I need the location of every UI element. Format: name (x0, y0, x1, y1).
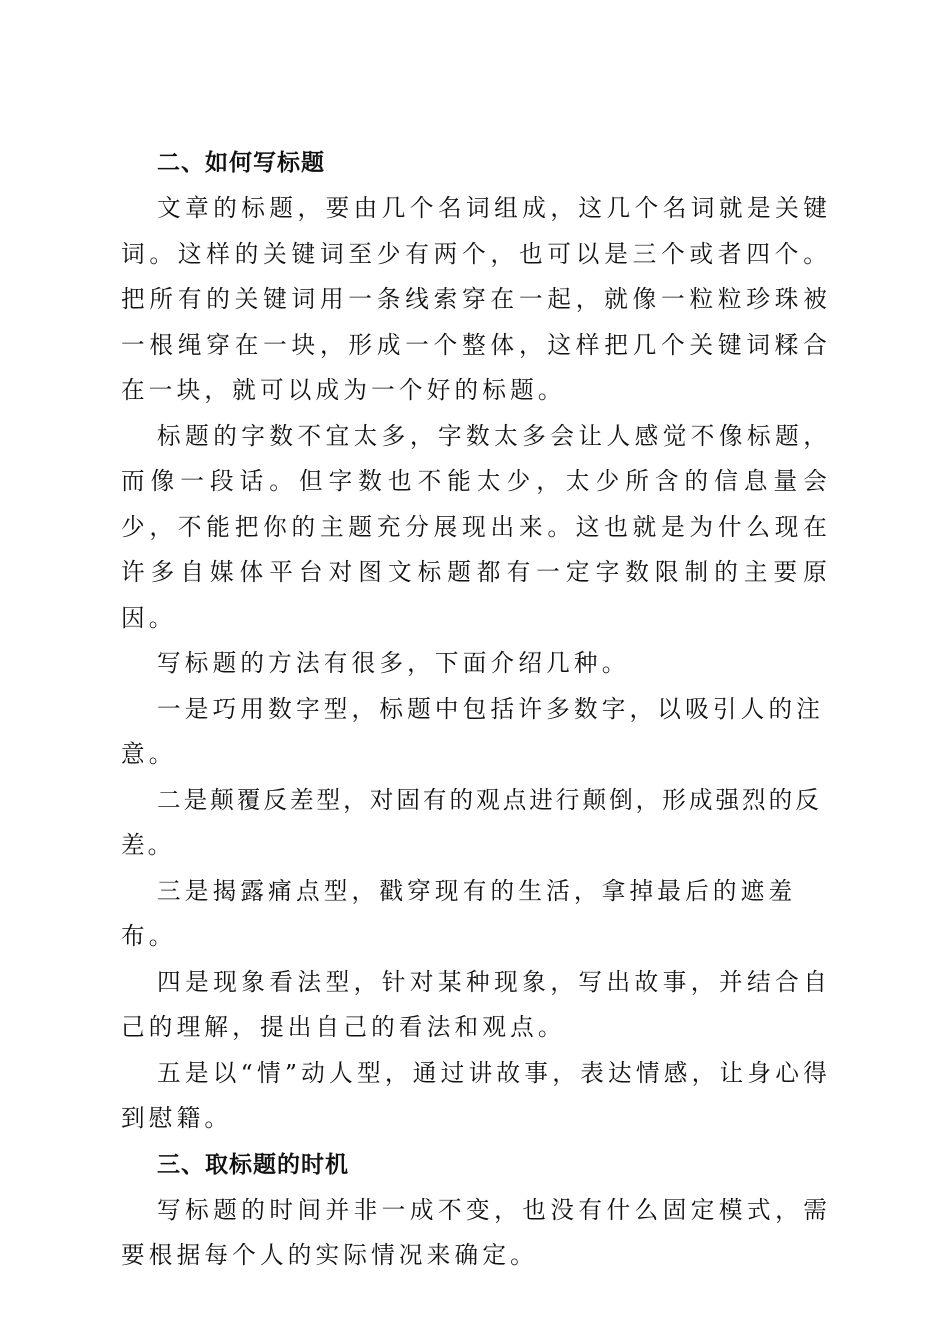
paragraph-title-timing: 写标题的时间并非一成不变，也没有什么固定模式，需要根据每个人的实际情况来确定。 (121, 1195, 831, 1269)
method-item-4: 四是现象看法型，针对某种现象，写出故事，并结合自己的理解，提出自己的看法和观点。 (121, 967, 831, 1041)
section-heading-how-to-write-title: 二、如何写标题 (157, 150, 325, 176)
document-page (121, 140, 831, 1279)
method-item-3: 三是揭露痛点型，戳穿现有的生活，拿掉最后的遮羞布。 (121, 876, 797, 950)
paragraph-methods-intro: 写标题的方法有很多，下面介绍几种。 (157, 649, 630, 677)
method-item-1: 一是巧用数字型，标题中包括许多数字，以吸引人的注意。 (121, 694, 825, 768)
paragraph-keywords: 文章的标题，要由几个名词组成，这几个名词就是关键词。这样的关键词至少有两个，也可以是三个或者四个。把所有的关键词用一条线索穿在一起，就像一粒粒珍珠被一根绳穿在一块，形成一个整体，这样把几个关键词糅合在一块，就可以成为一个好的标题。 (121, 194, 831, 404)
paragraph-title-length: 标题的字数不宜太多，字数太多会让人感觉不像标题，而像一段话。但字数也不能太少，太少所含的信息量会少，不能把你的主题充分展现出来。这也就是为什么现在许多自媒体平台对图文标题都有一定字数限制的主要原因。 (121, 421, 831, 632)
section-heading-title-timing: 三、取标题的时机 (157, 1151, 349, 1178)
method-item-2: 二是颠覆反差型，对固有的观点进行颠倒，形成强烈的反差。 (121, 785, 822, 859)
method-item-5: 五是以“情”动人型，通过讲故事，表达情感，让身心得到慰籍。 (121, 1058, 831, 1132)
